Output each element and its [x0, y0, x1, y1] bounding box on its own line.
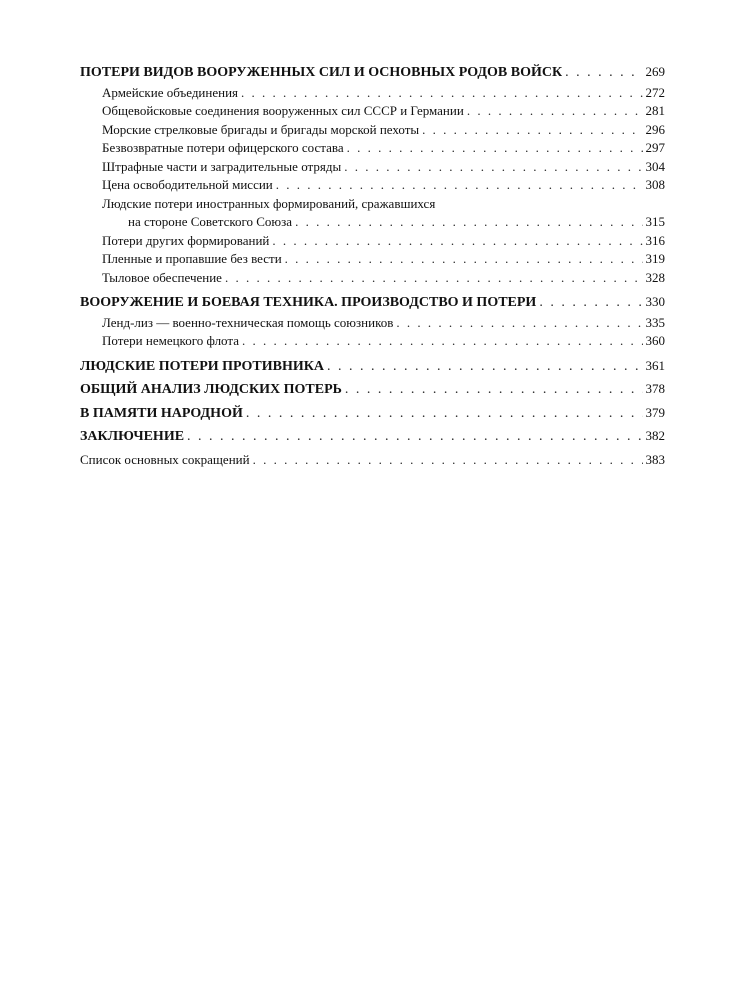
toc-page-number: 319 [645, 251, 665, 266]
toc-item[interactable] [80, 250, 665, 269]
toc-item[interactable] [80, 314, 665, 333]
leader-dots [242, 332, 643, 351]
toc-section-weapons[interactable] [80, 290, 665, 314]
leader-dots [276, 176, 643, 195]
toc-section-title: ЗАКЛЮЧЕНИЕ [80, 429, 185, 444]
toc-section-conclusion[interactable] [80, 424, 665, 448]
toc-page-number: 378 [645, 381, 665, 396]
leader-dots [272, 232, 642, 251]
toc-section-title: ПОТЕРИ ВИДОВ ВООРУЖЕННЫХ СИЛ И ОСНОВНЫХ РОДОВ ВОЙСК [80, 65, 563, 80]
toc-page-number: 296 [645, 121, 665, 137]
toc-section-title: В ПАМЯТИ НАРОДНОЙ [80, 405, 243, 421]
toc-item[interactable] [80, 139, 665, 158]
leader-dots [345, 378, 643, 402]
toc-section-title: ЛЮДСКИЕ ПОТЕРИ ПРОТИВНИКА [80, 358, 325, 374]
toc-item[interactable] [80, 269, 665, 288]
leader-dots [396, 314, 642, 333]
toc-section-enemy-losses[interactable] [80, 354, 665, 378]
toc-page-number: 272 [645, 84, 665, 100]
toc-item-title: Ленд-лиз — военно-техническая помощь союзников [102, 314, 394, 330]
toc-page-number: 269 [645, 64, 665, 79]
toc-item-title: Общевойсковые соединения вооруженных сил СССР и Германии [102, 103, 464, 118]
toc-page-number: 330 [645, 294, 665, 309]
toc-item-title: Тыловое обеспечение [102, 269, 222, 285]
toc-item[interactable] [80, 158, 665, 177]
toc-item[interactable] [80, 102, 665, 121]
toc-item-title: Потери немецкого флота [102, 333, 239, 348]
toc-item-title: Потери других формирований [102, 232, 270, 248]
toc-page-number: 304 [645, 158, 665, 174]
toc-page-number: 361 [645, 357, 665, 373]
toc-item[interactable] [80, 176, 665, 195]
toc-page-number: 379 [645, 404, 665, 420]
toc-item-title: Штрафные части и заградительные отряды [102, 158, 342, 174]
leader-dots [187, 425, 642, 449]
toc-item-title-line1: Людские потери иностранных формирований, сражавшихся [102, 195, 436, 211]
toc-item-title: Пленные и пропавшие без вести [102, 251, 282, 266]
table-of-contents [80, 60, 665, 471]
leader-dots [347, 139, 643, 158]
toc-item[interactable] [80, 195, 665, 232]
leader-dots [344, 158, 642, 177]
toc-page-number: 315 [645, 214, 665, 229]
leader-dots [285, 250, 643, 269]
toc-item-title: Морские стрелковые бригады и бригады морской пехоты [102, 121, 420, 137]
toc-page-number: 360 [645, 333, 665, 348]
toc-page-number: 335 [645, 314, 665, 330]
toc-item-title: Армейские объединения [102, 84, 239, 100]
toc-item-title-line2: на стороне Советского Союза [128, 214, 293, 229]
toc-item-title: Цена освободительной миссии [102, 177, 273, 192]
leader-dots [467, 102, 643, 121]
toc-page-number: 316 [645, 232, 665, 248]
toc-page-number: 281 [645, 103, 665, 118]
leader-dots [539, 291, 642, 315]
toc-page-number: 328 [645, 269, 665, 285]
toc-page-number: 382 [645, 428, 665, 443]
toc-item[interactable] [80, 332, 665, 351]
leader-dots [422, 121, 642, 140]
toc-item[interactable] [80, 232, 665, 251]
toc-page-number: 297 [645, 140, 665, 155]
toc-section-title: ОБЩИЙ АНАЛИЗ ЛЮДСКИХ ПОТЕРЬ [80, 382, 342, 397]
toc-section-armed-forces-losses[interactable] [80, 60, 665, 84]
leader-dots [327, 355, 642, 379]
leader-dots [225, 269, 643, 288]
toc-page-number: 308 [645, 177, 665, 192]
toc-item-title: Список основных сокращений [80, 451, 250, 467]
leader-dots [295, 213, 642, 232]
toc-item[interactable] [80, 121, 665, 140]
leader-dots [565, 61, 642, 85]
toc-section-memory[interactable] [80, 401, 665, 425]
leader-dots [253, 448, 643, 472]
leader-dots [246, 402, 643, 426]
toc-item[interactable] [80, 84, 665, 103]
toc-item-title: Безвозвратные потери офицерского состава [102, 140, 344, 155]
toc-abbreviations[interactable] [80, 448, 665, 472]
toc-page-number: 383 [645, 451, 665, 467]
toc-section-title: ВООРУЖЕНИЕ И БОЕВАЯ ТЕХНИКА. ПРОИЗВОДСТВО И ПОТЕРИ [80, 295, 537, 310]
leader-dots [241, 84, 642, 103]
toc-section-general-analysis[interactable] [80, 377, 665, 401]
